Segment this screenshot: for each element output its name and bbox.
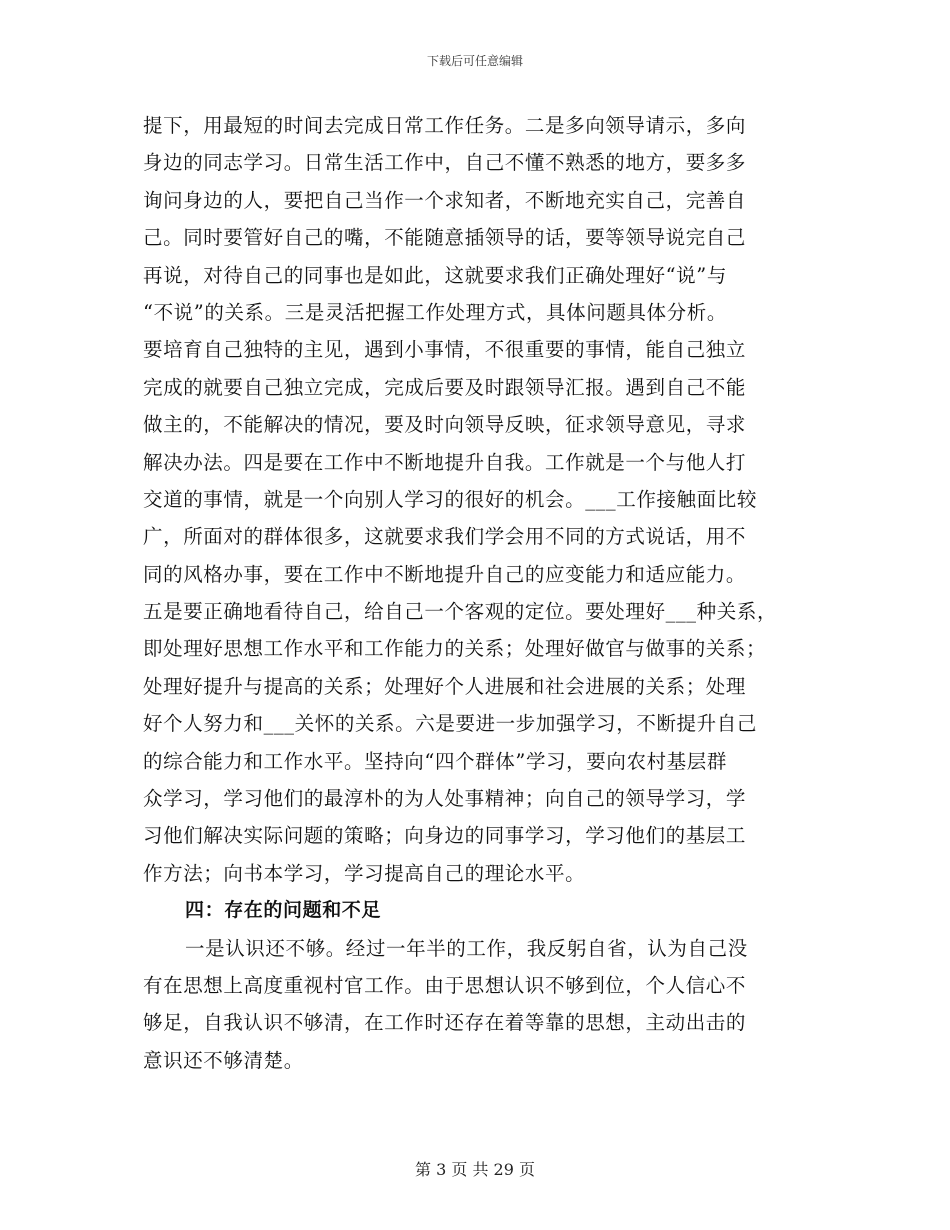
section-heading: 四：存在的问题和不足	[185, 899, 382, 922]
body-line: 身边的同志学习。日常生活工作中，自己不懂不熟悉的地方，要多多	[143, 151, 747, 175]
section-line: 一是认识还不够。经过一年半的工作，我反躬自省，认为自己没	[185, 936, 748, 960]
body-line: 即处理好思想工作水平和工作能力的关系；处理好做官与做事的关系；	[143, 637, 767, 661]
header-note: 下载后可任意编辑	[426, 54, 523, 68]
body-line: 再说，对待自己的同事也是如此，这就要求我们正确处理好“说”与	[143, 263, 727, 287]
body-line: 习他们解决实际问题的策略；向身边的同事学习，学习他们的基层工	[143, 824, 747, 848]
body-line: 询问身边的人，要把自己当作一个求知者，不断地充实自己，完善自	[143, 188, 747, 212]
body-line: 同的风格办事，要在工作中不断地提升自己的应变能力和适应能力。	[143, 562, 747, 586]
body-line: 完成的就要自己独立完成，完成后要及时跟领导汇报。遇到自己不能	[143, 375, 747, 399]
page-number: 第 3 页 共 29 页	[415, 1160, 535, 1179]
body-line: 的综合能力和工作水平。坚持向“四个群体”学习，要向农村基层群	[143, 749, 727, 773]
body-line: “不说”的关系。三是灵活把握工作处理方式，具体问题具体分析。	[143, 300, 727, 324]
body-line: 解决办法。四是要在工作中不断地提升自我。工作就是一个与他人打	[143, 450, 747, 474]
section-line: 意识还不够清楚。	[143, 1048, 304, 1072]
body-line: 处理好提升与提高的关系；处理好个人进展和社会进展的关系；处理	[143, 674, 747, 698]
body-line: 众学习，学习他们的最淳朴的为人处事精神；向自己的领导学习，学	[143, 787, 747, 811]
body-line: 广，所面对的群体很多，这就要求我们学会用不同的方式说话，用不	[143, 525, 747, 549]
body-line: 己。同时要管好自己的嘴，不能随意插领导的话，要等领导说完自己	[143, 226, 747, 250]
body-line: 要培育自己独特的主见，遇到小事情，不很重要的事情，能自己独立	[143, 338, 747, 362]
body-line: 交道的事情，就是一个向别人学习的很好的机会。___工作接触面比较	[143, 487, 757, 511]
body-line: 提下，用最短的时间去完成日常工作任务。二是多向领导请示，多向	[143, 114, 747, 137]
body-line: 做主的，不能解决的情况，要及时向领导反映，征求领导意见，寻求	[143, 413, 747, 437]
body-line: 五是要正确地看待自己，给自己一个客观的定位。要处理好___种关系，	[143, 600, 778, 624]
page-body	[143, 107, 808, 1079]
section-line: 够足，自我认识不够清，在工作时还存在着等靠的思想，主动出击的	[143, 1011, 747, 1035]
body-line: 作方法；向书本学习，学习提高自己的理论水平。	[143, 861, 586, 885]
body-line: 好个人努力和___关怀的关系。六是要进一步加强学习，不断提升自己	[143, 712, 757, 736]
section-line: 有在思想上高度重视村官工作。由于思想认识不够到位，个人信心不	[143, 973, 747, 997]
